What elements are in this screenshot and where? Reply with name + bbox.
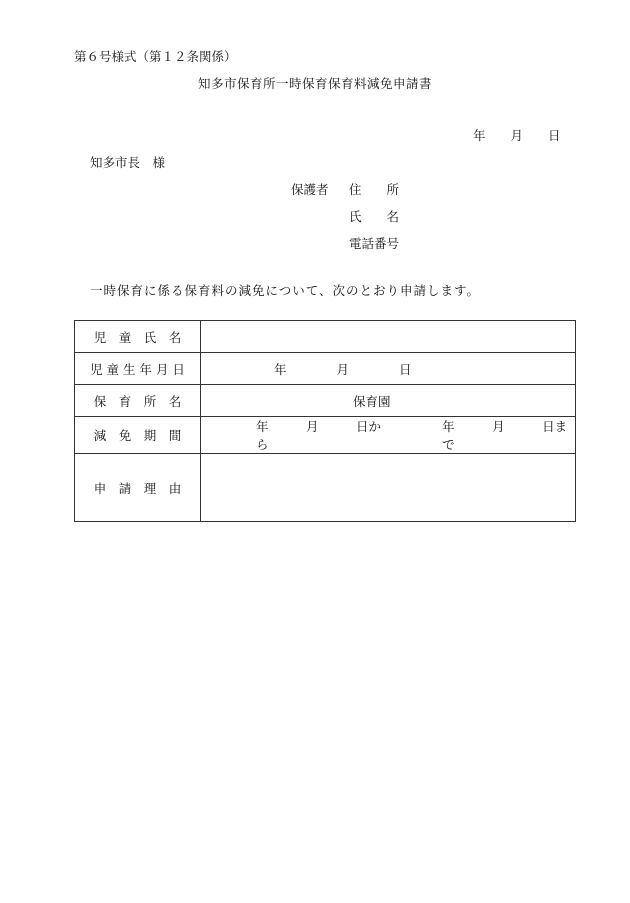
- reason-field[interactable]: [201, 454, 576, 522]
- application-statement: 一時保育に係る保育料の減免について、次のとおり申請します。: [90, 283, 481, 298]
- child-name-label: 児 童 氏 名: [75, 321, 201, 353]
- birthdate-field[interactable]: [201, 353, 576, 385]
- nursery-value: 保育園: [353, 393, 391, 409]
- birthdate-label: 児 童 生 年 月 日: [75, 353, 201, 385]
- application-date[interactable]: 年 月 日: [473, 128, 561, 143]
- nursery-field[interactable]: [201, 385, 576, 417]
- guardian-phone-label: 電話番号: [349, 236, 400, 251]
- birthdate-value: 年 月 日: [274, 361, 412, 377]
- nursery-label: 保 育 所 名: [75, 385, 201, 417]
- form-number-label: 第６号様式（第１２条関係）: [74, 49, 237, 64]
- document-title: 知多市保育所一時保育保育料減免申請書: [197, 76, 432, 91]
- reason-label: 申 請 理 由: [75, 454, 201, 522]
- table-row-nursery: [75, 385, 576, 417]
- table-row-child-name: [75, 321, 576, 353]
- child-name-field[interactable]: [201, 321, 576, 353]
- period-label: 減 免 期 間: [75, 417, 201, 454]
- guardian-name-label: 氏 名: [349, 209, 400, 224]
- guardian-label: 保護者: [291, 182, 329, 197]
- guardian-address-label: 住 所: [349, 182, 400, 197]
- period-to: 年 月 日まで: [442, 419, 568, 452]
- table-row-reason: [75, 454, 576, 522]
- period-field[interactable]: [201, 417, 576, 454]
- table-row-birthdate: [75, 353, 576, 385]
- addressee: 知多市長 様: [90, 155, 166, 170]
- application-table: [74, 320, 576, 522]
- table-row-period: [75, 417, 576, 454]
- period-from: 年 月 日から: [256, 419, 382, 452]
